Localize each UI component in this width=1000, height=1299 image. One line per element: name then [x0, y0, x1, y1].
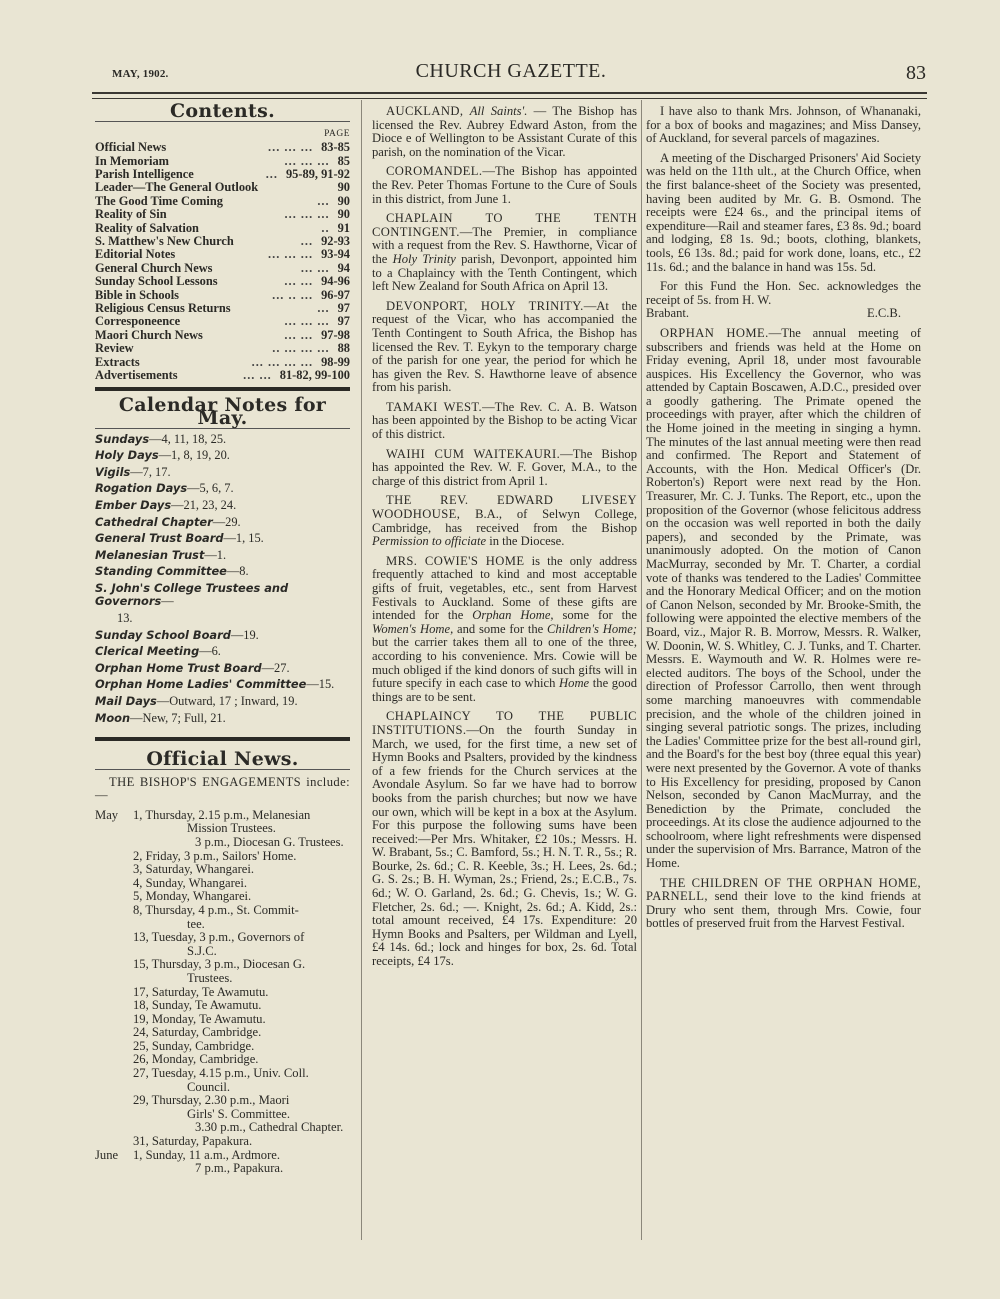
contents-item — [95, 155, 350, 168]
engagement-month — [95, 1094, 133, 1108]
calendar-item-label: Cathedral Chapter — [95, 514, 213, 529]
engagement-text: 27, Tuesday, 4.15 p.m., Univ. Coll. — [133, 1066, 309, 1081]
contents-item-pages: 98-99 — [321, 354, 350, 369]
contents-item-title: S. Matthew's New Church — [95, 234, 234, 249]
engagement-item — [95, 863, 350, 877]
engagement-item — [95, 958, 350, 972]
calendar-item-label: Holy Days — [95, 448, 159, 463]
calendar-item-label: Melanesian Trust — [95, 547, 205, 562]
calendar-item — [95, 629, 350, 642]
engagement-text: 5, Monday, Whangarei. — [133, 889, 252, 904]
contents-item — [95, 195, 350, 208]
engagement-text: 17, Saturday, Te Awamutu. — [133, 984, 269, 999]
engagement-continuation: Girls' S. Committee. — [187, 1106, 291, 1121]
engagement-item — [95, 1040, 350, 1054]
calendar-item-value: —New, 7; Full, 21. — [130, 710, 226, 725]
engagement-text: 18, Sunday, Te Awamutu. — [133, 998, 262, 1013]
calendar-item-value: —19. — [230, 627, 259, 642]
contents-item-pages: 93-94 — [321, 247, 350, 262]
engagement-text: 19, Monday, Te Awamutu. — [133, 1011, 266, 1026]
contents-item-leader: ... ... ... — [284, 314, 330, 329]
contents-item-title: Official News — [95, 140, 167, 155]
calendar-item-label: Rogation Days — [95, 481, 188, 496]
calendar-item-label: Vigils — [95, 464, 131, 479]
article-children-orphan-home: THE CHILDREN OF THE ORPHAN HOME, PARNELL, send their love to the kind friends at Drury who sent them, through Mrs. Cowie, four bottles of preserved fruit from the Harvest Festival. — [646, 875, 921, 931]
contents-item-leader: ... ... — [243, 368, 272, 383]
contents-item-title: Bible in Schools — [95, 287, 180, 302]
calendar-list — [95, 433, 350, 725]
contents-item-pages: 97-98 — [321, 327, 350, 342]
contents-item — [95, 235, 350, 248]
engagement-continuation: Mission Trustees. — [187, 821, 276, 836]
calendar-item-value: —4, 11, 18, 25. — [149, 431, 227, 446]
publication-title: CHURCH GAZETTE. — [415, 60, 607, 82]
engagement-month: May — [95, 807, 119, 822]
contents-item-title: The Good Time Coming — [95, 193, 223, 208]
engagement-month — [95, 1135, 133, 1149]
contents-item-leader: .. — [321, 220, 330, 235]
contents-item-pages: 91 — [337, 220, 350, 235]
contents-item-leader: ... — [300, 234, 314, 249]
engagement-text: 1, Thursday, 2.15 p.m., Melanesian — [133, 807, 311, 822]
article-orphan-home: ORPHAN HOME.—The annual meeting of subscribers and friends was held at the Home on Friday evening, April 18, under most favourable auspices. His Excellency the Governor, who was attended by Captain Boscawen, A.D.C., presided over a goodly gathering. The Primate opened the proceedings with prayer, after which the children of the Home joined in the meeting in singing a hymn. The minutes of the last annual meeting were then read and confirmed. The Report and Statement of Accounts, with the Hon. Medical Officer's (Dr. Roberton's) Report were next read by the Hon. Treasurer, Mr. C. J. Tunks. The Report, etc., upon the proposition of the Governor (whose felicitous address on the occasion was well reported in both the daily papers), and seconded by the Primate, was unanimously adopted. On the motion of Canon MacMurray, seconded by Mr. T. Charter, a cordial vote of thanks was tendered to the Ladies' Committee and the Honorary Medical Officer; and on the motion of Canon Nelson, seconded by Mr. Brooke-Smith, the following were appointed the elective members of the Board, viz., Major R. B. Morrow, Messrs. R. Walker, W. Doonin, W. S. Whitley, C. J. Tunks, and T. Charter. Messrs. E. Waymouth and W. R. Holmes were re-elected auditors. The boys of the School, under the direction of Professor Carrollo, then went through some marching manoeuvres with commendable precision, and the whole of the children joined in singing several patriotic songs. The prizes, including the Ladies' Committee prize for the best all-round girl, and the Board's for the best boy (three equal this year) were next presented by the Governor. A vote of thanks to His Excellency for presiding, proposed by Canon Nelson, seconded by Canon MacMurray, and the Benediction by the Primate, concluded the proceedings. At its close the audience adjourned to the schoolroom, where light refreshments were dispensed under the supervision of Mrs. Barrance, Matron of the Home. — [646, 325, 921, 871]
contents-item — [95, 208, 350, 221]
contents-item-title: Extracts — [95, 354, 140, 369]
contents-item — [95, 181, 350, 194]
contents-item-title: General Church News — [95, 260, 213, 275]
engagement-text: 31, Saturday, Papakura. — [133, 1134, 253, 1149]
contents-item-pages: 96-97 — [321, 287, 350, 302]
engagement-item — [95, 1053, 350, 1067]
contents-item-leader: ... .. ... — [272, 287, 314, 302]
contents-item-title: Sunday School Lessons — [95, 274, 218, 289]
calendar-item — [95, 449, 350, 462]
engagement-month — [95, 1067, 133, 1081]
engagement-month — [95, 931, 133, 945]
calendar-item — [95, 662, 350, 675]
engagement-month — [95, 986, 133, 1000]
engagements-intro: THE BISHOP'S ENGAGEMENTS include:— — [95, 774, 350, 803]
article-thanks: I have also to thank Mrs. Johnson, of Whananaki, for a box of books and magazines; and Miss Dansey, of Auckland, for several parcels of magazines. — [646, 104, 921, 146]
contents-item — [95, 329, 350, 342]
contents-item-pages: 94-96 — [321, 274, 350, 289]
calendar-item-value: —1, 15. — [223, 531, 264, 546]
engagement-month — [95, 863, 133, 877]
contents-item-leader: ... — [265, 167, 278, 181]
calendar-item-label: Sunday School Board — [95, 627, 231, 642]
engagement-item — [95, 1067, 350, 1081]
official-news-heading: Official News. — [146, 748, 299, 770]
engagement-text: 13, Tuesday, 3 p.m., Governors of — [133, 930, 305, 945]
engagement-item — [95, 850, 350, 864]
calendar-item-value: —6. — [199, 644, 221, 659]
contents-item-pages: 97 — [337, 314, 350, 329]
contents-item-pages: 90 — [337, 180, 350, 195]
calendar-item-label: General Trust Board — [95, 531, 224, 546]
contents-item-title: Corresponeence — [95, 314, 181, 329]
calendar-item-value: —27. — [261, 660, 290, 675]
contents-item-pages: 83-85 — [321, 140, 350, 155]
column-3 — [646, 105, 921, 937]
engagement-continuation: S.J.C. — [187, 943, 217, 958]
article-coromandel: COROMANDEL.—The Bishop has appointed the Rev. Peter Thomas Fortune to the Cure of Souls in this district, from June 1. — [372, 164, 637, 206]
article-fund-sign: Brabant. E.C.B. — [646, 306, 901, 321]
article-devonport: DEVONPORT, HOLY TRINITY.—At the request of the Vicar, who has accompanied the Tenth Contingent to South Africa, the Bishop has licensed the Rev. T. Eykyn to the temporary charge of the parish for one year, the period for which he has given the Rev. S. Hawthorne leave of absence from his parish. — [372, 298, 637, 395]
contents-item-pages: 88 — [337, 341, 350, 356]
engagement-item — [95, 1094, 350, 1108]
contents-item — [95, 262, 350, 275]
calendar-item-continuation: 13. — [117, 611, 133, 626]
engagement-item — [95, 1135, 350, 1149]
calendar-item-value: —15. — [306, 677, 335, 692]
calendar-item-value: —1. — [204, 547, 227, 562]
engagement-item — [95, 1149, 350, 1163]
article-prisoners-aid: A meeting of the Discharged Prisoners' Aid Society was held on the 11th ult., at the Church Office, when the first balance-sheet of the Society was presented, having been audited by Mr. G. B. Osmond. The receipts were £24 6s., and the principal items of expenditure—Rail and steamer fares, £3 8s. 9d.; board and lodging, £8 1s. 9d.; boots, clothing, blankets, tools, £6 13s. 8d.; paid for work done, loans, etc., £2 11s. 6d.; and the balance in hand was 15s. 5d. — [646, 150, 921, 274]
calendar-item-value: —Outward, 17 ; Inward, 19. — [156, 694, 298, 708]
calendar-item-value: —8. — [226, 564, 249, 579]
calendar-item — [95, 466, 350, 479]
engagement-month — [95, 877, 133, 891]
calendar-item — [95, 695, 350, 708]
calendar-item-label: Sundays — [95, 431, 150, 446]
contents-item-title: Religious Census Returns — [95, 301, 231, 316]
contents-item-leader: ... ... — [284, 327, 314, 342]
contents-item — [95, 168, 350, 181]
article-mrs-cowies-home: MRS. COWIE'S HOME is the only address frequently attached to kind and most acceptable gifts of fruit, vegetables, etc., sent from Harvest Festivals to Auckland. Some of these gifts are intended for the Orphan Home, some for the Women's Home, and some for the Children's Home; but the carrier takes them all to one of the three, according to his convenience. Mrs. Cowie will be much obliged if the kind donors of such gifts will in future specify in each case to which Home the good things are to be sent. — [372, 553, 637, 704]
engagement-text: 2, Friday, 3 p.m., Sailors' Home. — [133, 848, 297, 863]
engagement-text: 4, Sunday, Whangarei. — [133, 875, 248, 890]
contents-item-pages: 81-82, 99-100 — [279, 368, 350, 383]
engagement-continuation: Council. — [187, 1079, 231, 1094]
engagement-month — [95, 904, 133, 918]
engagements-list — [95, 809, 350, 1176]
contents-heading: Contents. — [169, 100, 276, 122]
calendar-item — [95, 582, 350, 609]
engagement-month — [95, 1013, 133, 1027]
section-rule — [95, 737, 350, 741]
engagement-month — [95, 890, 133, 904]
contents-item — [95, 248, 350, 261]
calendar-item — [95, 532, 350, 545]
engagement-month — [95, 1053, 133, 1067]
engagement-item — [95, 999, 350, 1013]
engagement-text: 25, Sunday, Cambridge. — [133, 1038, 255, 1053]
calendar-item-label: Orphan Home Trust Board — [95, 660, 262, 675]
column-1 — [95, 100, 350, 1176]
calendar-item — [95, 712, 350, 725]
engagement-item — [95, 986, 350, 1000]
contents-item-pages: 95-89, 91-92 — [285, 167, 350, 181]
article-fund: For this Fund the Hon. Sec. acknowledges the receipt of 5s. from H. W. — [646, 279, 921, 307]
calendar-item — [95, 499, 350, 512]
engagement-item — [95, 1026, 350, 1040]
column-divider — [641, 100, 642, 1240]
engagement-continuation: tee. — [187, 916, 205, 931]
engagement-text: 8, Thursday, 4 p.m., St. Commit- — [133, 902, 299, 917]
engagement-sub-item: 7 p.m., Papakura. — [195, 1161, 284, 1176]
calendar-item-label: Mail Days — [95, 694, 157, 708]
contents-item-title: Reality of Salvation — [95, 220, 199, 235]
engagement-text: 15, Thursday, 3 p.m., Diocesan G. — [133, 957, 306, 972]
engagement-text: 26, Monday, Cambridge. — [133, 1052, 259, 1067]
contents-item-pages: 90 — [337, 193, 350, 208]
engagement-text: 3, Saturday, Whangarei. — [133, 862, 254, 877]
contents-item-leader: ... ... ... ... — [251, 354, 314, 369]
contents-item-title: Editorial Notes — [95, 247, 176, 262]
calendar-item — [95, 516, 350, 529]
contents-item-leader: ... ... ... — [284, 207, 330, 222]
contents-item-leader: ... — [317, 301, 330, 316]
contents-list — [95, 141, 350, 382]
engagement-month — [95, 850, 133, 864]
page-number: 83 — [906, 62, 926, 84]
contents-item — [95, 141, 350, 154]
contents-item-pages: 90 — [337, 207, 350, 222]
engagement-text: 1, Sunday, 11 a.m., Ardmore. — [133, 1147, 281, 1162]
contents-item-leader: ... ... ... — [268, 140, 314, 155]
calendar-item — [95, 549, 350, 562]
calendar-item-value: —29. — [212, 514, 241, 529]
contents-item — [95, 302, 350, 315]
article-auckland: AUCKLAND, All Saints'. — The Bishop has licensed the Rev. Aubrey Edward Aston, from the Dioce e of Wellington to be Assistant Curate of this parish, on the nomination of the Vicar. — [372, 104, 637, 159]
contents-item-title: Leader—The General Outlook — [95, 180, 259, 195]
contents-item-pages: 92-93 — [321, 234, 350, 249]
engagement-month — [95, 999, 133, 1013]
calendar-item-value: —7, 17. — [130, 464, 171, 479]
column-divider — [361, 100, 362, 1240]
contents-page-label: PAGE — [324, 128, 350, 139]
engagement-sub-item: 3 p.m., Diocesan G. Trustees. — [195, 834, 344, 849]
contents-item — [95, 275, 350, 288]
engagement-item — [95, 931, 350, 945]
page-header — [96, 60, 926, 90]
engagement-item — [95, 904, 350, 918]
column-2 — [372, 105, 637, 975]
signature: E.C.B. — [867, 306, 901, 321]
calendar-item — [95, 482, 350, 495]
issue-date: MAY, 1902. — [112, 68, 169, 80]
calendar-item-label: Standing Committee — [95, 564, 227, 579]
engagement-item — [95, 1013, 350, 1027]
calendar-item-label: Orphan Home Ladies' Committee — [95, 677, 307, 692]
contents-item-title: Parish Intelligence — [95, 167, 194, 181]
section-rule — [95, 387, 350, 391]
calendar-item-value: —21, 23, 24. — [171, 498, 237, 513]
engagement-continuation: Trustees. — [187, 970, 233, 985]
calendar-item — [95, 565, 350, 578]
article-waihi: WAIHI CUM WAITEKAURI.—The Bishop has appointed the Rev. W. F. Gover, M.A., to the charge of this district from April 1. — [372, 446, 638, 488]
calendar-item-value: —1, 8, 19, 20. — [158, 448, 230, 463]
article-tamaki-west: TAMAKI WEST.—The Rev. C. A. B. Watson has been appointed by the Bishop to be acting Vicar of this district. — [372, 399, 637, 442]
contents-item — [95, 315, 350, 328]
contents-item-leader: .. ... ... ... — [272, 341, 330, 356]
contents-item-title: Maori Church News — [95, 327, 203, 342]
engagement-item — [95, 890, 350, 904]
engagement-text: 24, Saturday, Cambridge. — [133, 1025, 262, 1040]
contents-item-pages: 85 — [337, 153, 350, 168]
calendar-heading: Calendar Notes for May. — [118, 393, 327, 430]
contents-item-title: Advertisements — [95, 368, 178, 383]
calendar-item-label: Ember Days — [95, 498, 172, 513]
contents-item — [95, 289, 350, 302]
engagement-month — [95, 1040, 133, 1054]
contents-item-pages: 97 — [337, 301, 350, 316]
engagement-sub-item: 3.30 p.m., Cathedral Chapter. — [195, 1120, 344, 1135]
contents-item-title: Review — [95, 341, 134, 356]
calendar-item — [95, 645, 350, 658]
contents-item-pages: 94 — [337, 260, 350, 275]
contents-item — [95, 369, 350, 382]
contents-item — [95, 356, 350, 369]
article-chaplain-contingent: CHAPLAIN TO THE TENTH CONTINGENT.—The Premier, in compliance with a request from the Rev. S. Hawthorne, Vicar of the Holy Trinity parish, Devonport, appointed him to a Chaplaincy with the Tenth Contingent, which left New Zealand for South Africa on April 13. — [372, 211, 637, 294]
contents-item-leader: ... — [317, 193, 330, 208]
contents-item-leader: ... ... ... — [284, 153, 330, 168]
calendar-item-label: Clerical Meeting — [95, 644, 200, 659]
calendar-item-value: —5, 6, 7. — [187, 481, 234, 496]
contents-item-leader: ... ... ... — [268, 247, 314, 262]
calendar-item — [95, 678, 350, 691]
contents-item-title: In Memoriam — [95, 153, 169, 168]
article-chaplaincy-institutions: CHAPLAINCY TO THE PUBLIC INSTITUTIONS.—On the fourth Sunday in March, we used, for the first time, a new set of Hymn Books and Psalters, provided by the kindness of a few friends for the Church services at the Avondale Asylum. So far we have had to borrow books from the parish churches; but now we have our own, which will be kept in a box at the Asylum. For this purpose the following sums have been received:—Per Mrs. Whitaker, £2 10s.; Messrs. H. W. Brabant, 5s.; C. Bamford, 5s.; H. N. T. R., 5s.; R. Bourke, 2s. 6d.; C. R. Keeble, 3s.; H. Lees, 2s. 6d.; G. S. 2s.; B. H. Wyman, 2s.; Friend, 2s.; E.C.B., 7s. 6d.; W. O. Garland, 2s. 6d.; G. Chevis, 1s.; W. G. Fletcher, 2s. 6d.; —. Knight, 2s. 6d.; A. Kidd, 2s.: total amount received, £4 17s. Expenditure: 20 Hymn Books and Psalters, per Wildman and Lyell, £4 14s. 6d.; lock and hinges for box, 2s. 6d. Total receipts, £4 17s. — [372, 709, 637, 969]
contents-item — [95, 342, 350, 355]
calendar-item-label: S. John's College Trustees and Governors — [95, 581, 289, 609]
engagement-month — [95, 1026, 133, 1040]
calendar-item-label: Moon — [95, 710, 131, 725]
engagement-item — [95, 877, 350, 891]
contents-item — [95, 222, 350, 235]
calendar-item — [95, 433, 350, 446]
contents-item-title: Reality of Sin — [95, 207, 167, 222]
engagement-text: 29, Thursday, 2.30 p.m., Maori — [133, 1093, 290, 1108]
article-woodhouse: THE REV. EDWARD LIVESEY WOODHOUSE, B.A., of Selwyn College, Cambridge, has received from the Bishop Permission to officiate in the Diocese. — [372, 493, 637, 549]
engagement-month — [95, 958, 133, 972]
calendar-item-value: — — [161, 594, 174, 609]
contents-item-leader: ... ... — [300, 260, 330, 275]
contents-item-leader: ... ... — [284, 274, 314, 289]
engagement-month: June — [95, 1147, 119, 1162]
engagement-item — [95, 809, 350, 823]
header-rule — [92, 92, 927, 99]
